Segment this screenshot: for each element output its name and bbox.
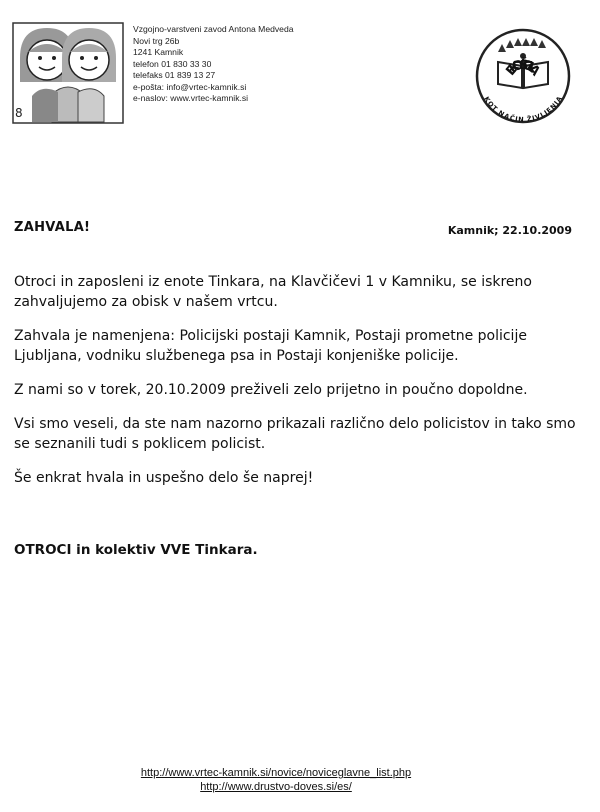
signoff: OTROCI in kolektiv VVE Tinkara. [14,542,258,558]
org-name: Vzgojno-varstveni zavod Antona Medveda [133,24,294,34]
org-street: Novi trg 26b [133,35,180,46]
letterhead-address [133,24,294,105]
paragraph: Zahvala je namenjena: Policijski postaji Kamnik, Postaji prometne policije Ljubljana, vodniku službenega psa in Postaji konjeniške policije. [14,328,527,364]
link-vrtec-news[interactable]: http://www.vrtec-kamnik.si/novice/noviceglavne_list.php [140,767,412,779]
kindergarten-logo [12,22,124,124]
paragraph: Z nami so v torek, 20.10.2009 preživeli zelo prijetno in poučno dopoldne. [14,382,528,398]
org-email: e-pošta: info@vrtec-kamnik.si [133,81,247,92]
eco-school-logo [472,22,574,126]
footer-links [0,766,552,794]
paragraph: Otroci in zaposleni iz enote Tinkara, na Klavčičevi 1 v Kamniku, se iskreno zahvaljujemo za obisk v našem vrtcu. [14,274,532,310]
org-phone: telefon 01 830 33 30 [133,58,212,69]
letter-body [14,272,586,502]
letter-date: Kamnik; 22.10.2009 [447,224,572,237]
eco-logo-title: EKO ŠOLA [503,57,543,80]
link-drustvo-doves[interactable]: http://www.drustvo-doves.si/es/ [200,781,352,793]
org-fax: telefaks 01 839 13 27 [133,70,216,80]
org-postcode: 1241 Kamnik [133,47,184,57]
org-website: e-naslov: www.vrtec-kamnik.si [133,93,249,103]
paragraph: Vsi smo veseli, da ste nam nazorno prikazali različno delo policistov in tako smo se seznanili tudi s poklicem policist. [14,416,576,452]
paragraph: Še enkrat hvala in uspešno delo še naprej! [14,470,314,486]
svg-text:8: 8 [15,106,23,120]
eco-logo-subtitle: KOT NAČIN ŽIVLJENJA [482,95,564,124]
letter-title: ZAHVALA! [14,220,91,235]
